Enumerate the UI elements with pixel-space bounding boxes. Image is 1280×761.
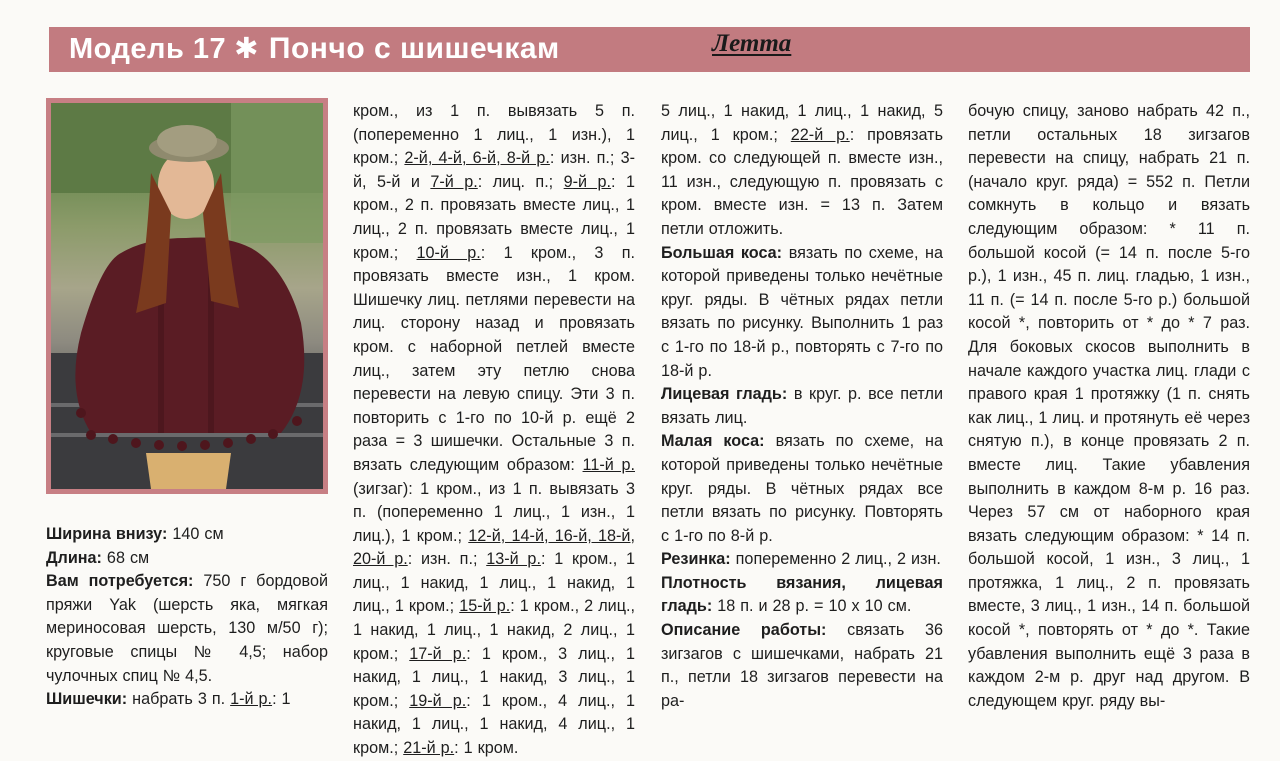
title-banner <box>49 27 1250 72</box>
text-run: : 1 кром., 4 лиц., 1 накид, 1 лиц., 1 накид, 4 лиц., 1 кром.; <box>353 691 635 758</box>
instructions-column-4 <box>968 100 1250 713</box>
big-cable-text: вязать по схеме, на которой приведены только нечётные круг. ряды. В чётных рядах петли вязать по рисунку. Выполнить 1 раз с 1-го по 18-й р., повторять с 7-го по 18-й р. <box>661 243 944 380</box>
ribbing-text: попеременно 2 лиц., 2 изн. <box>730 550 941 569</box>
row-ref: 15-й р. <box>459 597 511 616</box>
small-cable-paragraph <box>661 430 943 548</box>
bobbles-paragraph <box>46 688 328 712</box>
text-run: : провязать кром. со следующей п. вместе изн., 11 изн., следующую п. провязать с кром. вместе изн. = 13 п. Затем петли отложить. <box>661 125 943 238</box>
gauge-paragraph <box>661 572 943 619</box>
model-label: Модель 17 <box>69 33 227 65</box>
row-ref: 1-й р. <box>230 690 273 709</box>
signature-watermark: Летта <box>712 30 792 57</box>
materials-text: 750 г бордовой пряжи Yak (шерсть яка, мягкая мериносовая шерсть, 130 м/50 г); круговые спицы № 4,5; набор чулочных спиц № 4,5. <box>46 572 328 685</box>
row-ref: 21-й р. <box>403 739 455 758</box>
bobbles-label: Шишечки: <box>46 690 128 709</box>
row-ref: 11-й р. <box>582 455 635 474</box>
text-run: : 1 кром., 3 лиц., 1 накид, 1 лиц., 1 накид, 3 лиц., 1 кром.; <box>353 644 635 710</box>
row-ref: 2-й, 4-й, 6-й, 8-й р. <box>404 149 550 168</box>
poncho-illustration <box>51 103 323 489</box>
ribbing-label: Резинка: <box>661 550 731 569</box>
row-ref: 22-й р. <box>790 125 850 144</box>
length-label: Длина: <box>46 548 102 567</box>
text-run: : лиц. п.; <box>477 172 564 191</box>
stockinette-paragraph <box>661 383 943 430</box>
row-ref: 7-й р. <box>430 172 478 191</box>
gauge-text: 18 п. и 28 р. = 10 х 10 см. <box>712 597 912 616</box>
row-ref: 13-й р. <box>486 550 541 569</box>
asterisk-icon: ✱ <box>234 33 259 65</box>
bobbles-text: набрать 3 п. <box>127 690 231 709</box>
row-ref: 9-й р. <box>563 172 612 191</box>
text-run: (зигзаг): 1 кром., из 1 п. вывязать 3 п. (попеременно 1 лиц., 1 изн., 1 лиц.), 1 кром.; <box>353 479 635 545</box>
bobbles-text: : 1 <box>272 690 291 709</box>
materials-column <box>46 523 328 712</box>
bobble-instructions <box>353 100 635 761</box>
small-cable-label: Малая коса: <box>661 432 765 451</box>
text-run: : 1 кром., 2 лиц., 1 накид, 1 лиц., 1 накид, 2 лиц., 1 кром.; <box>353 597 635 663</box>
length-line <box>46 547 328 571</box>
model-photo <box>51 103 323 489</box>
text-run: : 1 кром., 2 п. провязать вместе лиц., 1 лиц., 2 п. провязать вместе лиц., 1 кром.; <box>353 172 635 262</box>
row-ref: 10-й р. <box>416 243 481 262</box>
text-run: кром., из 1 п. вывязать 5 п. (попеременно 1 лиц., 1 изн.), 1 кром.; <box>353 102 635 168</box>
text-run: : 1 кром. <box>454 739 519 758</box>
stockinette-label: Лицевая гладь: <box>661 385 788 404</box>
work-description-label: Описание работы: <box>661 621 827 640</box>
work-description-text: связать 36 зигзагов с шишечками, набрать 21 п., петли 18 зигзагов перевести на ра- <box>661 621 943 710</box>
instructions-column-3 <box>661 100 943 713</box>
zigzag-end-paragraph <box>661 100 943 242</box>
text-run: : изн. п.; 3-й, 5-й и <box>353 149 635 191</box>
ribbing-paragraph <box>661 548 943 572</box>
small-cable-text: вязать по схеме, на которой приведены только нечётные круг. ряды. В чётных рядах все петли вязать по рисунку. Повторять с 1-го по 8-й р. <box>661 432 944 545</box>
text-run: : изн. п.; <box>407 550 487 569</box>
width-label: Ширина внизу: <box>46 525 168 543</box>
materials-label: Вам потребуется: <box>46 572 194 591</box>
pattern-title: Пончо с шишечкам <box>268 32 560 65</box>
photo-frame <box>46 98 328 494</box>
continuation-paragraph: бочую спицу, заново набрать 42 п., петли остальных 18 зигзагов перевести на спицу, набрать 21 п. (начало круг. ряда) = 552 п. Петли сомкнуть в кольцо и вязать следующим образом: * 11 п. большой косой (= 14 п. после 5-го р.), 1 изн., 45 п. лиц. гладью, 1 изн., 11 п. (= 14 п. после 5-го р.) большой косой *, повторить от * до * 7 раз. Для боковых скосов выполнить в начале каждого участка лиц. глади с правого края 1 протяжку (1 п. снять как лиц., 1 лиц. и протянуть её через снятую п.), в конце провязать 2 п. вместе лиц. Такие убавления выполнить в каждом 8-м р. 16 раз. Через 57 см от наборного края вязать следующим образом: * 14 п. большой косой, 1 изн., 3 лиц., 1 протяжка, 1 лиц., 2 п. провязать вместе, 3 лиц., 1 изн., 14 п. большой косой *, повторять от * до *. Такие убавления выполнить ещё 3 раза в каждом 2-м р. друг над другом. В следующем круг. ряду вы- <box>968 102 1250 710</box>
text-run: 5 лиц., 1 накид, 1 лиц., 1 накид, 5 лиц., 1 кром.; <box>661 102 943 144</box>
big-cable-label: Большая коса: <box>661 243 783 262</box>
stockinette-text: в круг. р. все петли вязать лиц. <box>661 385 943 427</box>
big-cable-paragraph <box>661 242 943 384</box>
text-run: : 1 кром., 3 п. провязать вместе изн., 1 кром. Шишечку лиц. петлями перевести на лиц. сторону назад и провязать кром. с наборной петлей вместе лиц., затем эту петлю снова перевести на левую спицу. Эти 3 п. повторить с 1-го по 10-й р. ещё 2 раза = 3 шишечки. Остальные 3 п. вязать следующим образом: <box>353 243 635 474</box>
length-value: 68 см <box>101 548 150 567</box>
gauge-label: Плотность вязания, лицевая гладь: <box>661 573 943 616</box>
width-line <box>46 523 328 547</box>
work-description-paragraph <box>661 619 943 713</box>
materials-paragraph <box>46 570 328 688</box>
row-ref: 19-й р. <box>409 691 467 710</box>
width-value: 140 см <box>167 525 224 543</box>
instructions-column-2 <box>353 100 635 761</box>
row-ref: 12-й, 14-й, 16-й, 18-й, 20-й р. <box>353 526 635 569</box>
article-title <box>69 31 560 66</box>
text-run: : 1 кром., 1 лиц., 1 накид, 1 лиц., 1 накид, 1 лиц., 1 кром.; <box>353 550 635 616</box>
row-ref: 17-й р. <box>409 644 467 663</box>
